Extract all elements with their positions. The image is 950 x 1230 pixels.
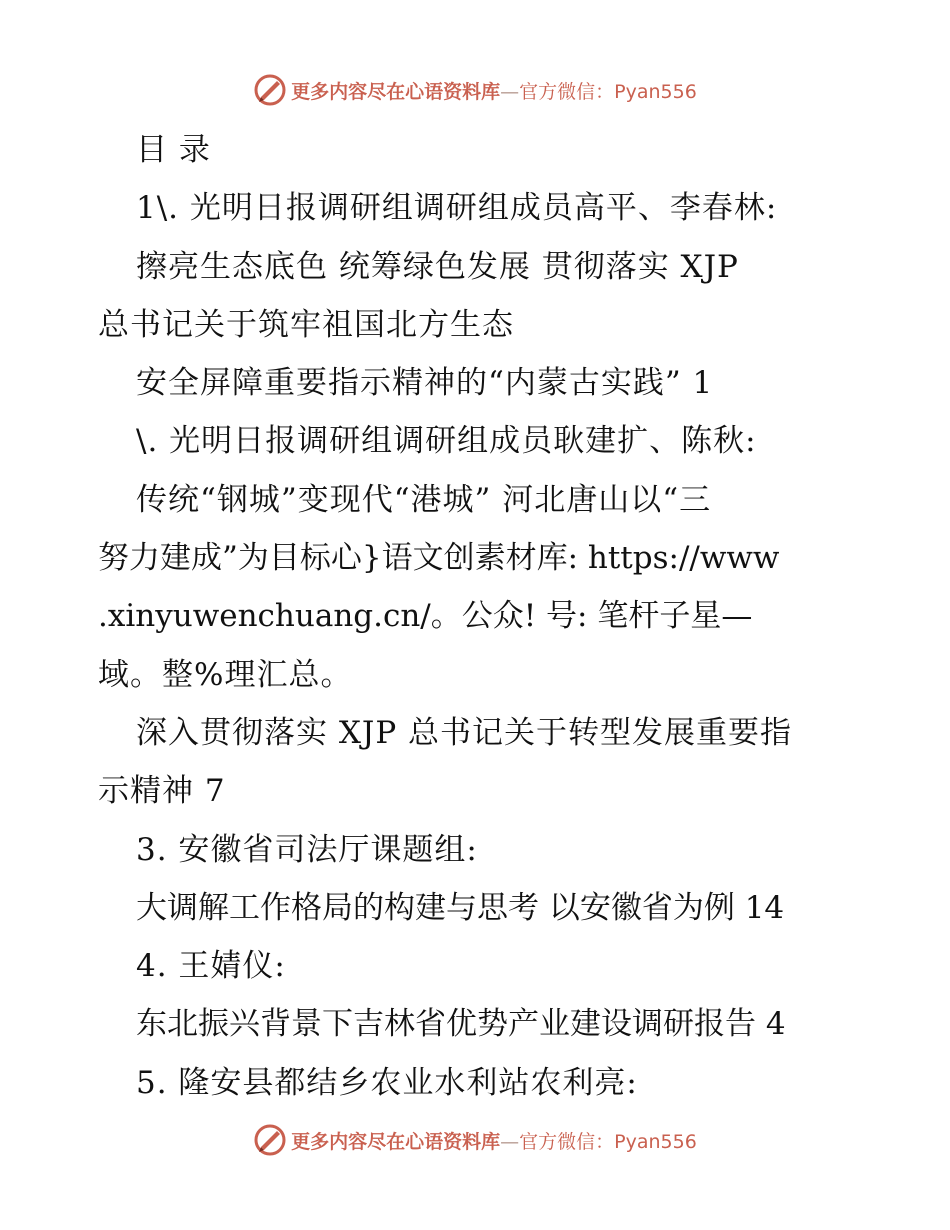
pen-logo-icon: [253, 1123, 287, 1157]
header-watermark: [0, 70, 950, 110]
toc-heading: 目 录: [136, 132, 211, 168]
toc-line: 1\. 光明日报调研组调研组成员高平、李春林:: [136, 190, 778, 227]
toc-line: 示精神 7: [98, 773, 226, 810]
watermark-wechat-text: 官方微信：Pyan556: [519, 80, 697, 103]
toc-line: .xinyuwenchuang.cn/。公众! 号: 笔杆子星—: [98, 598, 753, 635]
toc-line: \. 光明日报调研组调研组成员耿建扩、陈秋:: [136, 423, 757, 460]
toc-line: 总书记关于筑牢祖国北方生态: [98, 306, 514, 343]
pen-logo-icon: [253, 73, 287, 107]
watermark-separator: —: [500, 1130, 520, 1153]
footer-watermark: [0, 1120, 950, 1160]
watermark-separator: —: [500, 80, 520, 103]
toc-line: 传统“钢城”变现代“港城” 河北唐山以“三: [136, 481, 712, 518]
toc-line: 安全屏障重要指示精神的“内蒙古实践” 1: [136, 365, 714, 402]
toc-line: 5. 隆安县都结乡农业水利站农利亮:: [136, 1064, 638, 1101]
watermark-wechat-text: 官方微信：Pyan556: [519, 1130, 697, 1153]
toc-line: 大调解工作格局的构建与思考 以安徽省为例 14: [136, 889, 785, 926]
toc-line: 4. 王婧仪:: [136, 948, 286, 985]
toc-line: 努力建成”为目标心}语文创素材库: https://www: [98, 540, 780, 577]
toc-content: [98, 121, 858, 1112]
toc-line: 域。整%理汇总。: [98, 656, 353, 693]
toc-line: 3. 安徽省司法厅课题组:: [136, 831, 478, 868]
toc-line: 擦亮生态底色 统筹绿色发展 贯彻落实 XJP: [136, 248, 739, 285]
watermark-main-text: 更多内容尽在心语资料库: [291, 80, 501, 103]
watermark-main-text: 更多内容尽在心语资料库: [291, 1130, 501, 1153]
toc-line: 东北振兴背景下吉林省优势产业建设调研报告 4: [136, 1006, 786, 1043]
toc-line: 深入贯彻落实 XJP 总书记关于转型发展重要指: [136, 714, 793, 751]
